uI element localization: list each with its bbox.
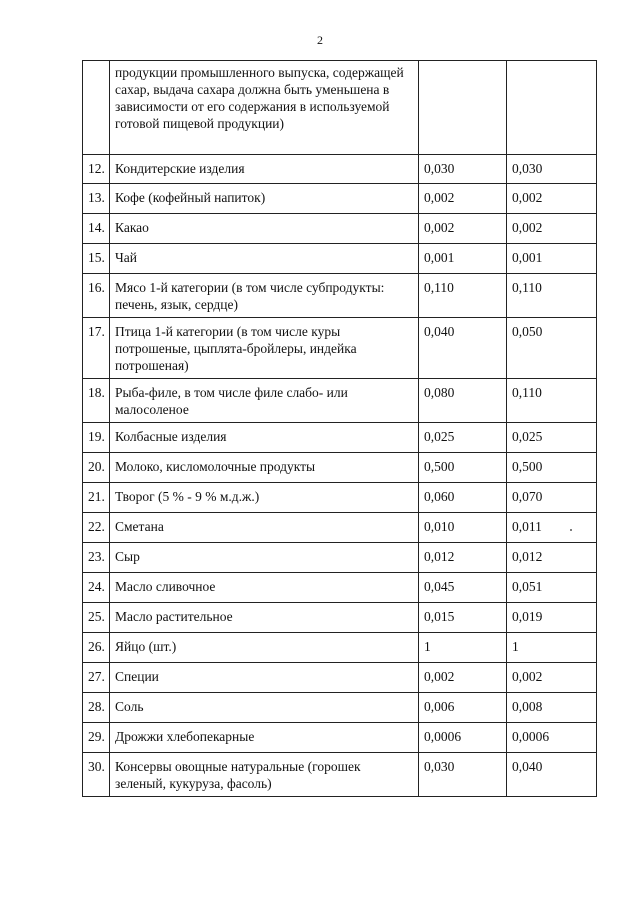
table-row <box>83 244 597 274</box>
table-row <box>83 214 597 244</box>
table-body <box>83 61 597 797</box>
product-name-cell: Масло сливочное <box>110 573 419 603</box>
value-cell-2: 0,002 <box>507 184 597 214</box>
product-name-cell: Соль <box>110 693 419 723</box>
table-row <box>83 184 597 214</box>
row-number-cell: 24. <box>83 573 110 603</box>
table-row <box>83 318 597 379</box>
value-cell-1: 0,030 <box>419 155 507 184</box>
value-cell-1: 0,045 <box>419 573 507 603</box>
value-cell-1 <box>419 61 507 155</box>
product-name-cell: продукции промышленного выпуска, содержащей сахар, выдача сахара должна быть уменьшена в зависимости от его содержания в используемой готовой пищевой продукции) <box>110 61 419 155</box>
value-cell-1: 0,060 <box>419 483 507 513</box>
row-number-cell: 17. <box>83 318 110 379</box>
row-number-cell: 16. <box>83 274 110 318</box>
value-cell-2: 0,110 <box>507 274 597 318</box>
value-cell-2: 0,002 <box>507 663 597 693</box>
product-name-cell: Чай <box>110 244 419 274</box>
table-row-continuation <box>83 61 597 155</box>
product-name-cell: Какао <box>110 214 419 244</box>
product-name-cell: Колбасные изделия <box>110 423 419 453</box>
table-row <box>83 453 597 483</box>
row-number-cell: 26. <box>83 633 110 663</box>
table-row <box>83 155 597 184</box>
value-cell-1: 1 <box>419 633 507 663</box>
table-row <box>83 513 597 543</box>
table-row <box>83 423 597 453</box>
value-cell-2: 0,110 <box>507 379 597 423</box>
product-name-cell: Дрожжи хлебопекарные <box>110 723 419 753</box>
row-number-cell: 21. <box>83 483 110 513</box>
value-cell-2: 0,012 <box>507 543 597 573</box>
table-row <box>83 723 597 753</box>
table-row <box>83 633 597 663</box>
value-cell-2: 0,050 <box>507 318 597 379</box>
value-cell-1: 0,002 <box>419 214 507 244</box>
scan-speck <box>570 529 572 531</box>
product-name-cell: Рыба-филе, в том числе филе слабо- или малосоленое <box>110 379 419 423</box>
value-cell-2: 1 <box>507 633 597 663</box>
value-cell-2: 0,051 <box>507 573 597 603</box>
value-cell-1: 0,012 <box>419 543 507 573</box>
value-cell-1: 0,025 <box>419 423 507 453</box>
product-name-cell: Сметана <box>110 513 419 543</box>
product-name-cell: Птица 1-й категории (в том числе куры потрошеные, цыплята-бройлеры, индейка потрошеная) <box>110 318 419 379</box>
value-cell-1: 0,500 <box>419 453 507 483</box>
row-number-cell: 22. <box>83 513 110 543</box>
product-name-cell: Мясо 1-й категории (в том числе субпродукты: печень, язык, сердце) <box>110 274 419 318</box>
value-cell-2: 0,030 <box>507 155 597 184</box>
row-number-cell: 29. <box>83 723 110 753</box>
row-number-cell: 19. <box>83 423 110 453</box>
product-name-cell: Яйцо (шт.) <box>110 633 419 663</box>
table-row <box>83 663 597 693</box>
value-cell-2: 0,500 <box>507 453 597 483</box>
product-name-cell: Специи <box>110 663 419 693</box>
value-cell-1: 0,040 <box>419 318 507 379</box>
row-number-cell <box>83 61 110 155</box>
table-row <box>83 573 597 603</box>
value-cell-2: 0,025 <box>507 423 597 453</box>
table-row <box>83 543 597 573</box>
value-cell-1: 0,002 <box>419 184 507 214</box>
value-cell-2: 0,002 <box>507 214 597 244</box>
product-name-cell: Кофе (кофейный напиток) <box>110 184 419 214</box>
value-cell-2: 0,019 <box>507 603 597 633</box>
table-row <box>83 693 597 723</box>
table-row <box>83 274 597 318</box>
product-name-cell: Консервы овощные натуральные (горошек зеленый, кукуруза, фасоль) <box>110 753 419 797</box>
value-cell-2: 0,0006 <box>507 723 597 753</box>
row-number-cell: 12. <box>83 155 110 184</box>
table-row <box>83 379 597 423</box>
table-row <box>83 603 597 633</box>
row-number-cell: 13. <box>83 184 110 214</box>
row-number-cell: 18. <box>83 379 110 423</box>
product-name-cell: Творог (5 % - 9 % м.д.ж.) <box>110 483 419 513</box>
row-number-cell: 23. <box>83 543 110 573</box>
value-cell-2 <box>507 61 597 155</box>
value-cell-1: 0,080 <box>419 379 507 423</box>
row-number-cell: 28. <box>83 693 110 723</box>
product-name-cell: Молоко, кисломолочные продукты <box>110 453 419 483</box>
product-name-cell: Кондитерские изделия <box>110 155 419 184</box>
table-row <box>83 483 597 513</box>
value-cell-2: 0,070 <box>507 483 597 513</box>
row-number-cell: 25. <box>83 603 110 633</box>
value-cell-1: 0,001 <box>419 244 507 274</box>
value-cell-2: 0,008 <box>507 693 597 723</box>
page-number: 2 <box>317 33 323 47</box>
value-cell-1: 0,0006 <box>419 723 507 753</box>
row-number-cell: 20. <box>83 453 110 483</box>
ration-table <box>82 60 597 797</box>
value-cell-1: 0,010 <box>419 513 507 543</box>
table-row <box>83 753 597 797</box>
row-number-cell: 15. <box>83 244 110 274</box>
value-cell-1: 0,030 <box>419 753 507 797</box>
product-name-cell: Сыр <box>110 543 419 573</box>
row-number-cell: 27. <box>83 663 110 693</box>
value-cell-1: 0,015 <box>419 603 507 633</box>
row-number-cell: 14. <box>83 214 110 244</box>
row-number-cell: 30. <box>83 753 110 797</box>
value-cell-2: 0,040 <box>507 753 597 797</box>
value-cell-2: 0,001 <box>507 244 597 274</box>
value-cell-1: 0,006 <box>419 693 507 723</box>
value-cell-1: 0,110 <box>419 274 507 318</box>
value-cell-2: 0,011 <box>507 513 597 543</box>
product-name-cell: Масло растительное <box>110 603 419 633</box>
value-cell-1: 0,002 <box>419 663 507 693</box>
